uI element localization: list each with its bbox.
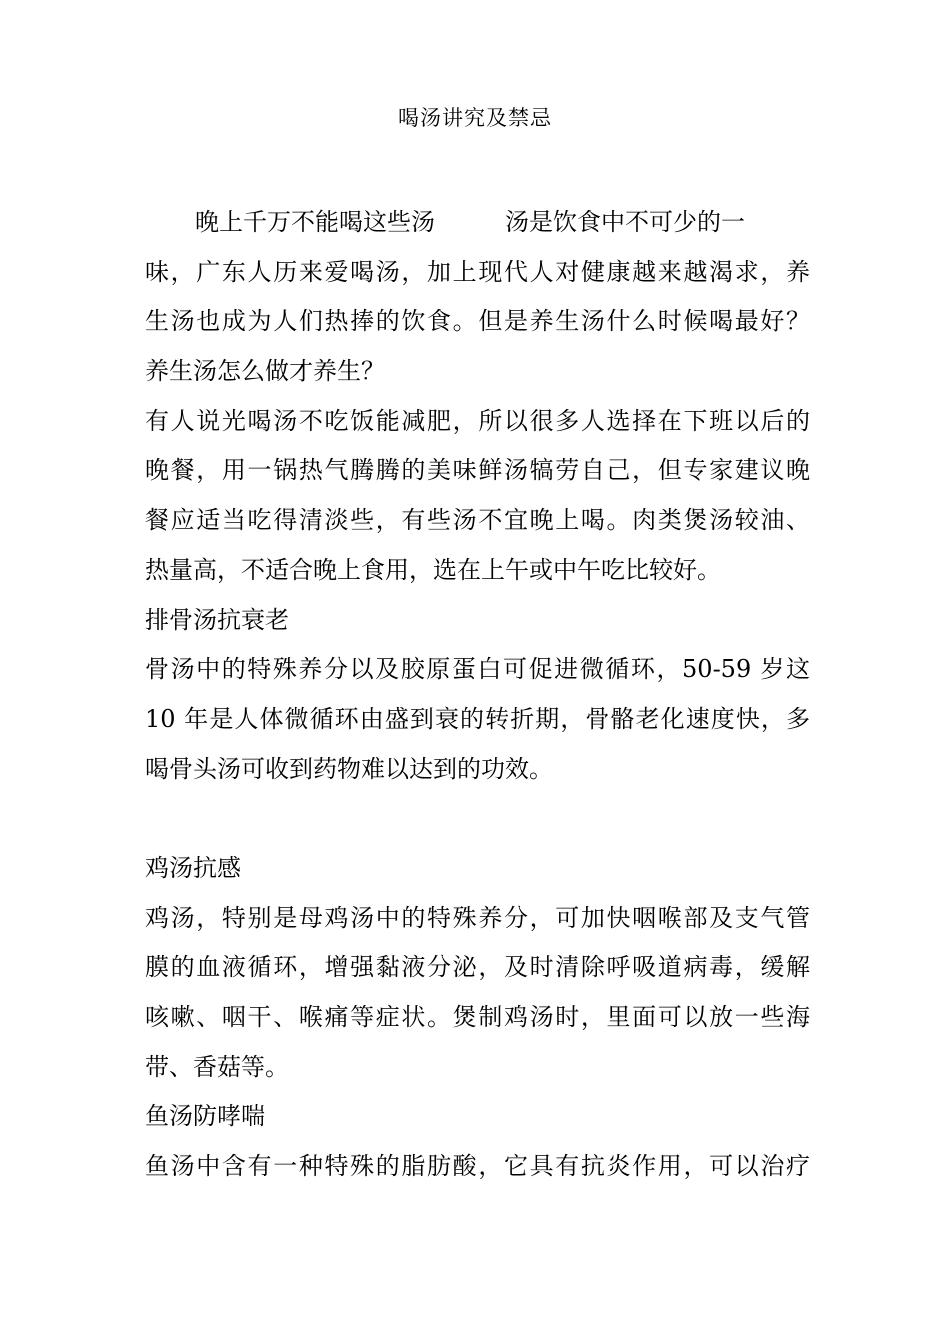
blank-line: [145, 794, 810, 844]
section-heading-chicken-soup: 鸡汤抗感: [145, 853, 241, 882]
paragraph-line: 喝骨头汤可收到药物难以达到的功效。: [145, 754, 553, 783]
paragraph-line: 10 年是人体微循环由盛到衰的转折期，骨骼老化速度快，多: [145, 704, 810, 733]
paragraph-line: 鱼汤中含有一种特殊的脂肪酸，它具有抗炎作用，可以治疗: [145, 1152, 810, 1181]
intro-text: 汤是饮食中不可少的一: [505, 208, 745, 236]
section-heading-pork-rib-soup: 排骨汤抗衰老: [145, 605, 289, 634]
intro-line: [145, 198, 810, 248]
paragraph-line: 带、香菇等。: [145, 1052, 289, 1081]
paragraph-line: 生汤也成为人们热捧的饮食。但是养生汤什么时候喝最好？: [145, 307, 810, 336]
paragraph-line: 热量高，不适合晚上食用，选在上午或中午吃比较好。: [145, 555, 721, 584]
paragraph-line: 鸡汤，特别是母鸡汤中的特殊养分，可加快咽喉部及支气管: [145, 903, 810, 932]
document-title: 喝汤讲究及禁忌: [398, 106, 552, 130]
paragraph-line: 有人说光喝汤不吃饭能减肥，所以很多人选择在下班以后的: [145, 406, 810, 435]
paragraph-line: 养生汤怎么做才养生？: [145, 357, 385, 386]
intro-heading: 晚上千万不能喝这些汤: [195, 208, 435, 236]
paragraph-line: 膜的血液循环，增强黏液分泌，及时清除呼吸道病毒，缓解: [145, 953, 810, 982]
paragraph-line: 骨汤中的特殊养分以及胶原蛋白可促进微循环，50-59 岁这: [145, 655, 810, 684]
section-heading-fish-soup: 鱼汤防哮喘: [145, 1102, 265, 1131]
document-body: [145, 198, 810, 1192]
paragraph-line: 咳嗽、咽干、喉痛等症状。煲制鸡汤时，里面可以放一些海: [145, 1003, 810, 1031]
paragraph-line: 晚餐，用一锅热气腾腾的美味鲜汤犒劳自己，但专家建议晚: [145, 456, 810, 485]
paragraph-line: 餐应适当吃得清淡些，有些汤不宜晚上喝。肉类煲汤较油、: [145, 506, 810, 535]
paragraph-line: 味，广东人历来爱喝汤，加上现代人对健康越来越渴求，养: [145, 257, 810, 286]
